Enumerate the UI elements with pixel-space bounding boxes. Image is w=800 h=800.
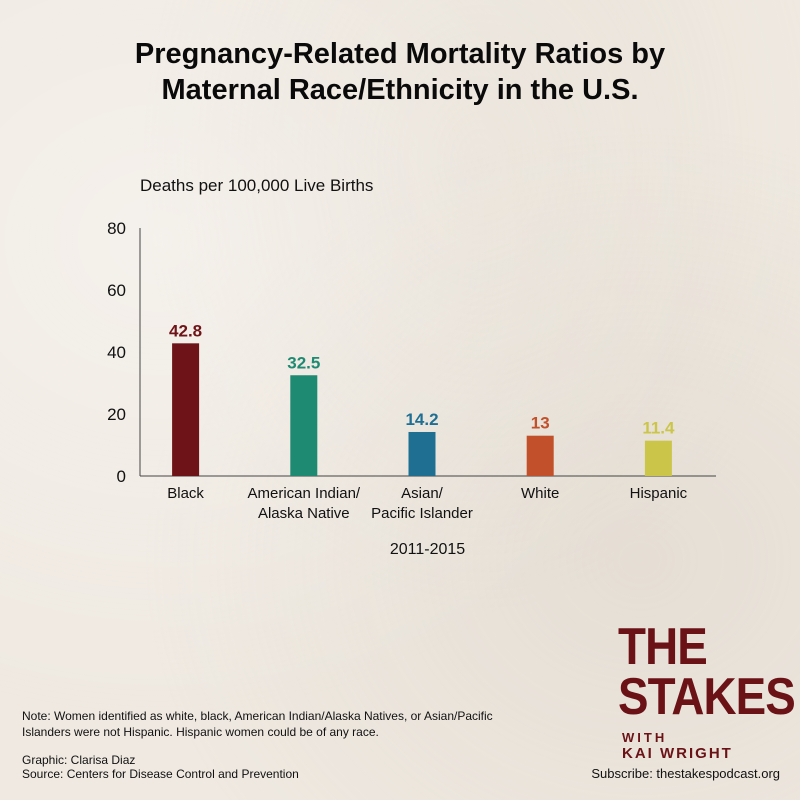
y-axis-units-label: Deaths per 100,000 Live Births bbox=[140, 176, 374, 195]
x-category-label: Black bbox=[167, 485, 204, 502]
bar-value-label: 42.8 bbox=[169, 321, 203, 341]
logo-with: WITH bbox=[622, 730, 668, 745]
y-tick-label: 0 bbox=[116, 467, 126, 486]
y-tick-label: 80 bbox=[107, 219, 126, 238]
period-label: 2011-2015 bbox=[389, 541, 466, 558]
title-line-1: Pregnancy-Related Mortality Ratios by bbox=[134, 38, 666, 70]
title-line-2: Maternal Race/Ethnicity in the U.S. bbox=[161, 74, 639, 106]
footnote: Note: Women identified as white, black, American Indian/Alaska Natives, or Asian/Pacific Islanders were not Hispanic. Hispanic women could be of any race. bbox=[22, 709, 493, 739]
the-stakes-logo bbox=[618, 618, 795, 762]
x-category-label: White bbox=[521, 485, 560, 502]
bar-value-label: 14.2 bbox=[405, 409, 439, 429]
x-category-label: American Indian/ bbox=[247, 485, 361, 502]
y-tick-label: 60 bbox=[107, 281, 126, 300]
bar-value-label: 11.4 bbox=[642, 418, 675, 438]
y-tick-label: 40 bbox=[107, 343, 126, 362]
y-tick-label: 20 bbox=[107, 405, 126, 424]
x-category-label: Alaska Native bbox=[257, 505, 350, 522]
subscribe-link[interactable]: Subscribe: thestakespodcast.org bbox=[591, 766, 780, 781]
source-credit: Source: Centers for Disease Control and Prevention bbox=[22, 767, 299, 781]
logo-line-the: THE bbox=[618, 618, 707, 676]
graphic-credit: Graphic: Clarisa Diaz bbox=[22, 753, 136, 767]
bar bbox=[409, 432, 436, 476]
bar bbox=[290, 375, 317, 476]
logo-host: KAI WRIGHT bbox=[622, 745, 733, 762]
bar bbox=[172, 343, 199, 476]
bar bbox=[527, 436, 554, 476]
logo-line-stakes: STAKES bbox=[618, 668, 795, 726]
x-category-label: Pacific Islander bbox=[371, 505, 473, 522]
bar-value-label: 32.5 bbox=[287, 353, 321, 373]
x-category-label: Hispanic bbox=[629, 485, 688, 502]
bar bbox=[645, 441, 672, 476]
x-category-label: Asian/ bbox=[401, 485, 443, 502]
bar-value-label: 13 bbox=[530, 413, 550, 433]
